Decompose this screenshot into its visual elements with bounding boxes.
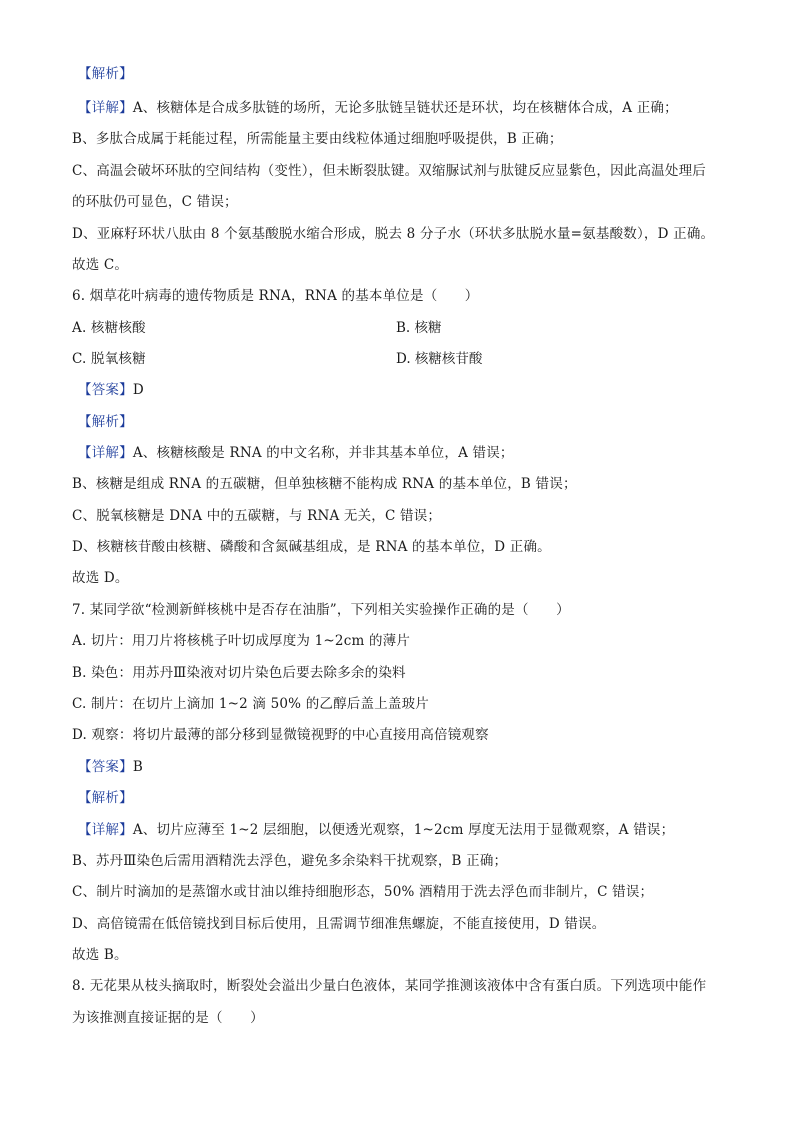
question-7-detail-a [78, 820, 674, 840]
question-6-detail-c: C、脱氧核糖是 DNA 中的五碳糖，与 RNA 无关，C 错误； [72, 508, 442, 524]
question-7-detail-d: D、高倍镜需在低倍镜找到目标后使用，且需调节细准焦螺旋，不能直接使用，D 错误。 [72, 916, 606, 932]
question-6-analysis-heading [78, 412, 133, 432]
analysis-tag: 【解析】 [78, 66, 133, 82]
question-7-option-c: C. 制片：在切片上滴加 1~2 滴 50% 的乙醇后盖上盖玻片 [72, 696, 429, 712]
detail-line-c1: C、高温会破坏环肽的空间结构（变性），但未断裂肽键。双缩脲试剂与肽键反应显紫色，因此高温处理后 [72, 163, 706, 179]
detail-line-b: B、多肽合成属于耗能过程，所需能量主要由线粒体通过细胞呼吸提供，B 正确； [72, 131, 563, 147]
question-7-option-b: B. 染色：用苏丹Ⅲ染液对切片染色后要去除多余的染料 [72, 665, 406, 681]
question-7-stem: 7. 某同学欲“检测新鲜核桃中是否存在油脂”，下列相关实验操作正确的是（ ） [72, 602, 570, 618]
question-6-answer [78, 380, 144, 400]
question-7-analysis-heading [78, 788, 133, 808]
question-6-option-c: C. 脱氧核糖 [72, 351, 146, 367]
question-7-option-a: A. 切片：用刀片将核桃子叶切成厚度为 1~2cm 的薄片 [72, 633, 411, 649]
detail-line-a [78, 98, 678, 118]
answer-tag: 【答案】 [78, 382, 133, 398]
question-6-detail-d: D、核糖核苷酸由核糖、磷酸和含氮碱基组成，是 RNA 的基本单位，D 正确。 [72, 539, 551, 555]
question-6-conclusion: 故选 D。 [72, 570, 129, 586]
answer-value: D [132, 382, 144, 398]
question-6-option-b: B. 核糖 [396, 320, 442, 336]
question-7-detail-c: C、制片时滴加的是蒸馏水或甘油以维持细胞形态，50% 酒精用于洗去浮色而非制片，C 错误； [72, 884, 654, 900]
detail-tag: 【详解】 [78, 100, 133, 116]
question-8-stem-line-2: 为该推测直接证据的是（ ） [72, 1010, 264, 1026]
answer-value: B [132, 759, 143, 775]
answer-tag: 【答案】 [78, 759, 133, 775]
detail-line-c2: 的环肽仍可显色，C 错误； [72, 194, 238, 210]
conclusion: 故选 C。 [72, 257, 129, 273]
question-7-option-d: D. 观察：将切片最薄的部分移到显微镜视野的中心直接用高倍镜观察 [72, 727, 489, 743]
detail-text: A、切片应薄至 1~2 层细胞，以便透光观察，1~2cm 厚度无法用于显微观察，A 错误； [132, 822, 675, 838]
question-6-detail-a [78, 443, 514, 463]
question-6-option-a: A. 核糖核酸 [72, 320, 146, 336]
question-6-option-d: D. 核糖核苷酸 [396, 351, 483, 367]
analysis-tag: 【解析】 [78, 790, 133, 806]
detail-tag: 【详解】 [78, 445, 133, 461]
detail-tag: 【详解】 [78, 822, 133, 838]
question-7-conclusion: 故选 B。 [72, 947, 128, 963]
question-6-stem: 6. 烟草花叶病毒的遗传物质是 RNA，RNA 的基本单位是（ ） [72, 288, 479, 304]
detail-line-d: D、亚麻籽环状八肽由 8 个氨基酸脱水缩合形成，脱去 8 分子水（环状多肽脱水量=氨基酸数），D 正确。 [72, 226, 715, 242]
detail-text: A、核糖核酸是 RNA 的中文名称，并非其基本单位，A 错误； [132, 445, 514, 461]
question-8-stem-line-1: 8. 无花果从枝头摘取时，断裂处会溢出少量白色液体，某同学推测该液体中含有蛋白质。下列选项中能作 [72, 978, 707, 994]
question-7-detail-b: B、苏丹Ⅲ染色后需用酒精洗去浮色，避免多余染料干扰观察，B 正确； [72, 853, 508, 869]
detail-text: A、核糖体是合成多肽链的场所，无论多肽链呈链状还是环状，均在核糖体合成，A 正确； [132, 100, 678, 116]
analysis-tag: 【解析】 [78, 414, 133, 430]
analysis-heading [78, 64, 133, 84]
question-6-detail-b: B、核糖是组成 RNA 的五碳糖，但单独核糖不能构成 RNA 的基本单位，B 错误； [72, 476, 577, 492]
question-7-answer [78, 757, 143, 777]
